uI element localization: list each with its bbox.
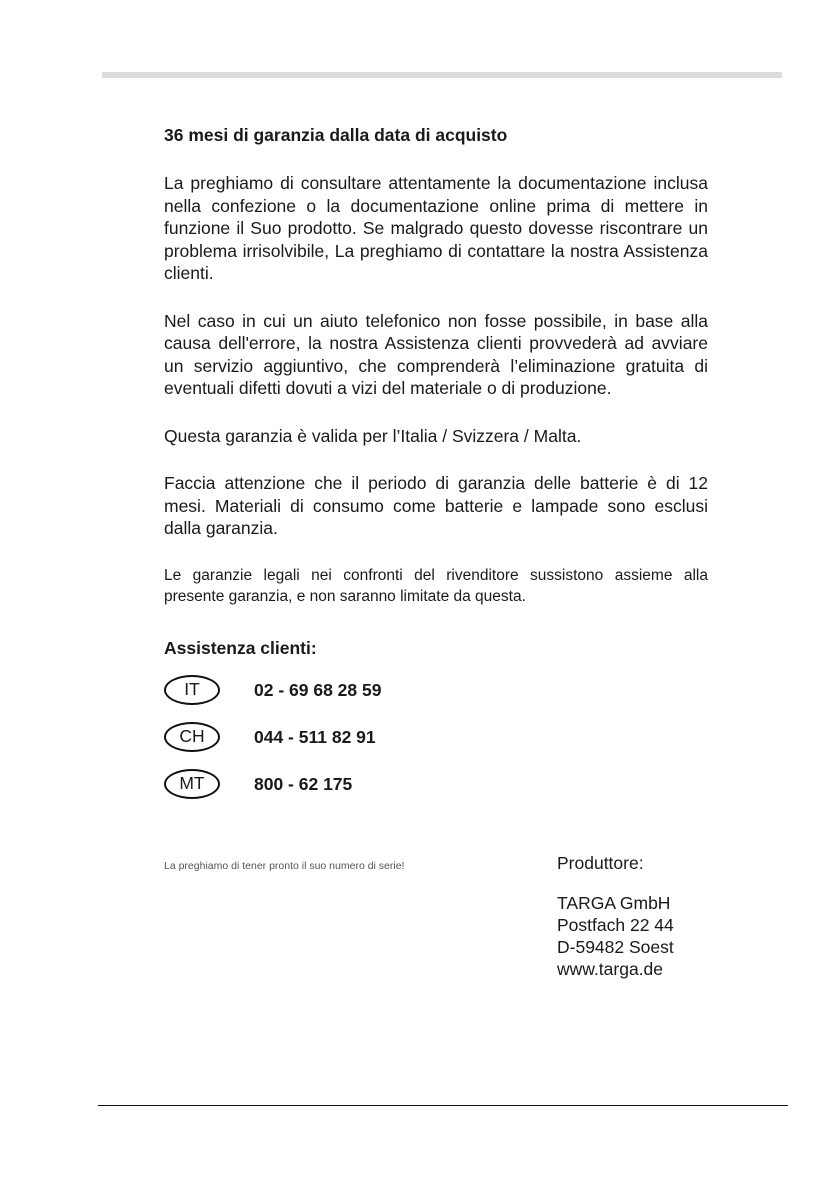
producer-label: Produttore: bbox=[557, 853, 644, 873]
country-badge-ch: CH bbox=[164, 722, 220, 752]
paragraph-legal: Le garanzie legali nei confronti del rivenditore sussistono assieme alla presente garanzia, e non saranno limitate da questa. bbox=[164, 566, 708, 605]
warranty-heading: 36 mesi di garanzia dalla data di acquisto bbox=[164, 125, 508, 145]
phone-number-ch: 044 - 511 82 91 bbox=[254, 726, 376, 747]
contact-row-ch bbox=[164, 720, 708, 754]
producer-website: www.targa.de bbox=[557, 959, 664, 979]
support-title: Assistenza clienti: bbox=[164, 637, 317, 658]
producer-po-box: Postfach 22 44 bbox=[557, 915, 674, 935]
country-badge-mt: MT bbox=[164, 769, 220, 799]
serial-number-note: La preghiamo di tener pronto il suo numero di serie! bbox=[164, 860, 405, 872]
producer-block bbox=[557, 852, 674, 980]
country-badge-it: IT bbox=[164, 675, 220, 705]
paragraph-batteries: Faccia attenzione che il periodo di garanzia delle batterie è di 12 mesi. Materiali di consumo come batterie e lampade sono esclusi dalla garanzia. bbox=[164, 473, 708, 538]
phone-number-it: 02 - 69 68 28 59 bbox=[254, 679, 382, 700]
warranty-content bbox=[164, 124, 708, 814]
producer-city: D-59482 Soest bbox=[557, 937, 674, 957]
bottom-divider bbox=[98, 1105, 788, 1106]
phone-number-mt: 800 - 62 175 bbox=[254, 773, 353, 794]
contact-row-it bbox=[164, 673, 708, 707]
paragraph-validity: Questa garanzia è valida per l’Italia / Svizzera / Malta. bbox=[164, 425, 582, 446]
contact-row-mt bbox=[164, 767, 708, 801]
top-divider bbox=[102, 72, 782, 78]
paragraph-telephone-support: Nel caso in cui un aiuto telefonico non fosse possibile, in base alla causa dell'errore, la nostra Assistenza clienti provvederà ad avviare un servizio aggiuntivo, che comprenderà l’eliminazione gratuita di eventuali difetti dovuti a vizi del materiale o di produzione. bbox=[164, 310, 708, 398]
paragraph-documentation: La preghiamo di consultare attentamente la documentazione inclusa nella confezione o la documentazione online prima di mettere in funzione il Suo prodotto. Se malgrado questo dovesse riscontrare un problema irrisolvibile, La preghiamo di contattare la nostra Assistenza clienti. bbox=[164, 173, 708, 283]
producer-company: TARGA GmbH bbox=[557, 893, 671, 913]
